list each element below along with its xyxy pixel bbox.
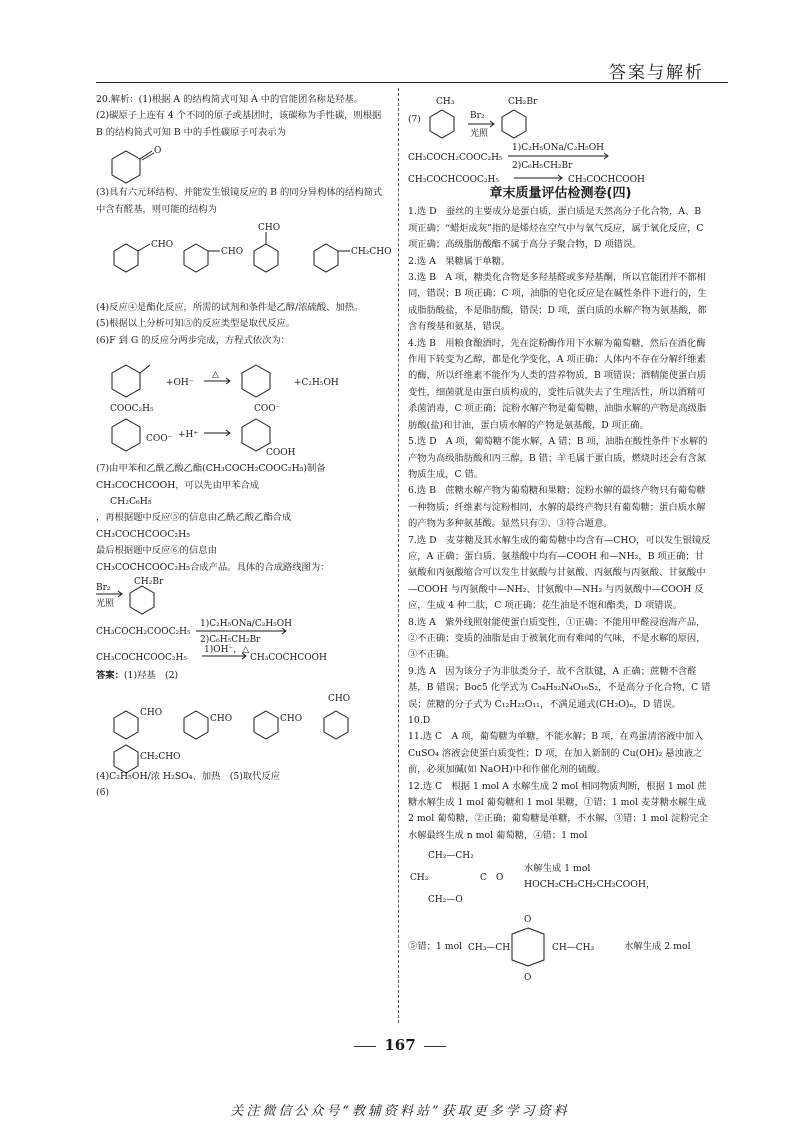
lactide-right: CH—CH₃ [552, 943, 595, 954]
carboxylic-acid-label: COOH [266, 448, 296, 459]
answer-12-d: 水解生成 2 mol [624, 941, 691, 953]
answer-20-p3: (3)具有六元环结构、并能发生银镜反应的 B 的同分异构体的结构简式中含有醛基，则可能的结构为 [96, 187, 383, 215]
answer-20-p7a: (7)由甲苯和乙酰乙酸乙酯(CH₃COCH₂COOC₂H₅)制备 [96, 463, 326, 475]
answer-5: 5.选 D A 项，葡萄糖不能水解，A 错；B 项，油脂在酸性条件下水解的产物为高级脂肪酸和丙三醇，B 错；羊毛属于蛋白质，燃烧时还会有含氮物质生成，C 错。 [408, 436, 708, 480]
lactone-row [408, 844, 713, 910]
answer-6-right: 6.选 B 蔗糖水解产物为葡萄糖和果糖；淀粉水解的最终产物只有葡萄糖一种物质；纤维素与淀粉相同，水解的最终产物只有葡萄糖；蛋白质水解的产物为多种氨基酸。显然只有②、③符合题意。 [408, 485, 706, 530]
answer-12: 12.选 C 根据 1 mol A 水解生成 2 mol 相同物质判断，根据 1 mol 蔗糖水解生成 1 mol 葡萄糖和 1 mol 果糖，①错；1 mol 麦芽糖水解生成 2 mol 葡萄糖，②正确；葡萄糖是单糖，不水解，③错；1 mol 淀粉完全水解最终生成 n mol 葡萄糖，④错；1 mol [408, 780, 709, 841]
answer-12-b: 水解生成 1 mol HOCH₂CH₂CH₂CH₂COOH， [524, 862, 656, 891]
page-dash-left [354, 1046, 376, 1047]
answer-20-p2: (2)碳原子上连有 4 个不同的原子或基团时，该碳称为手性碳，则根据 B 的结构简式可知 B 中的手性碳原子可表示为 [96, 110, 382, 138]
cho-label-3: CHO [258, 223, 281, 234]
right-step1b: 2)C₆H₅CH₂Br [512, 161, 573, 171]
lactide-bottom-o: O [524, 973, 532, 984]
answer-ch2cho: CH₂CHO [140, 751, 181, 762]
cho-label-1: CHO [151, 240, 174, 251]
answer-6: (6) [96, 786, 110, 798]
bromine-reagent: Br₂ [96, 583, 111, 594]
right-bromine: Br₂ [470, 111, 485, 121]
chiral-structure-b [96, 143, 176, 183]
answer-20-p7f: 。具体的合成路线图为： [227, 561, 330, 573]
item-7-label: (7) [408, 115, 421, 125]
column-divider [398, 88, 399, 1023]
lactide-row [408, 910, 713, 984]
lactide-top-o: O [524, 915, 532, 926]
answer-cho-4: CHO [328, 693, 351, 704]
benzyl-subscript: CH₂C₆H₅ [110, 496, 152, 508]
light-condition: 光照 [96, 599, 115, 610]
lactone-top: CH₂—CH₂ [428, 851, 474, 862]
right-benzyl-bromide: CH₂Br [508, 97, 538, 107]
hydroxide-label: +OH⁻ [166, 378, 194, 389]
lactone-left: CH₂ [410, 873, 429, 884]
right-ester: CH₃COCH₂COOC₂H₅ [408, 153, 503, 163]
route-ester: CH₃COCH₂COOC₂H₅ [96, 627, 191, 638]
header-rule [96, 82, 728, 83]
ch2cho-label: CH₂CHO [351, 247, 392, 258]
answer-2: 2.选 A 果糖属于单糖。 [408, 255, 511, 267]
lactide-left: CH₃—CH [468, 943, 511, 954]
header-title: 答案与解析 [609, 63, 704, 83]
isomer-structures [96, 220, 392, 298]
route-step1b: 2)C₆H₅CH₂Br [200, 635, 261, 646]
answer-11: 11.选 C A 项，葡萄糖为单糖，不能水解；B 项，在鸡蛋清溶液中加入 CuSO₄ 溶液会使蛋白质变性；D 项，在加入新制的 Cu(OH)₂ 悬浊液之前，必须加碱(如 NaOH)中和作催化剂的硫酸。 [408, 731, 704, 776]
answer-20-p6: (6)F 到 G 的反应分两步完成，方程式依次为： [96, 334, 290, 346]
answer-20-p7d: 最后根据题中反应⑥的信息由 [96, 545, 217, 557]
ester-substituted-2: CH₃COCHCOOC₂H₅ [96, 561, 190, 573]
page-dash-right [424, 1046, 446, 1047]
answer-3: 3.选 B A 项，糖类化合物是多羟基醛或多羟基酮，所以官能团并不都相同，错误；B 项正确；C 项，油脂的皂化反应是在碱性条件下进行的，生成脂肪酸盐，不是脂肪酸，错误；D 项，蛋白质的水解产物为氨基酸，都含有羧基和氨基，错误。 [408, 272, 707, 333]
right-ester-sub: CH₃COCHCOOC₂H₅ [408, 175, 499, 185]
right-light: 光照 [470, 129, 489, 139]
acid-product: CH₃COCHCOOH [96, 479, 176, 491]
route-acid: CH₃COCHCOOH [250, 653, 327, 664]
answer-cho-3: CHO [280, 713, 303, 724]
answer-20-p4: (4)反应④是酯化反应，所需的试剂和条件是乙醇/浓硫酸、加热。 [96, 302, 364, 314]
page-number [0, 1036, 800, 1054]
answer-20-p7e: 合成产品 [189, 561, 228, 573]
answer-4: 4.选 B 用粮食酿酒时，先在淀粉酶作用下水解为葡萄糖，然后在酒化酶作用下转变为乙醇，都是化学变化，A 项正确；人体内不存在分解纤维素的酶，所以纤维素不能作为人类的营养物质，B 项错误；酒精能使蛋白质变性，细菌就是由蛋白质构成的，变性后就失去了生理活性，所以酒精可杀菌消毒，C 项正确；淀粉水解产物是葡萄糖，油脂水解的产物是高级脂肪酸(盐)和甘油，蛋白质水解的产物是氨基酸，D 项正确。 [408, 337, 707, 431]
right-column [408, 92, 713, 984]
ester-group-label: COOC₂H₅ [110, 404, 154, 415]
lactone-oxygen: O [496, 873, 504, 884]
answer-10: 10.D [408, 715, 431, 726]
proton-label: +H⁺ [178, 430, 199, 441]
answer-8: 8.选 A 紫外线照射能使蛋白质变性，①正确；不能用甲醛浸泡海产品，②不正确；变质的油脂是由于被氧化而有难闻的气味，不是水解的原因，③不正确。 [408, 616, 706, 661]
answer-1: 1.选 D 蚕丝的主要成分是蛋白质，蛋白质是天然高分子化合物，A、B 项正确；“蜡炬成灰”指的是烯烃在空气中与氧气反应，属于氧化反应，C 项正确；高级脂肪酸酯不属于高分子聚合物，D 项错误。 [408, 206, 704, 251]
lactide-structure [468, 912, 618, 982]
ethanol-label: +C₂H₅OH [294, 378, 339, 389]
ketone-o-label: O [154, 146, 162, 157]
route-step1a: 1)C₂H₅ONa/C₂H₅OH [200, 619, 293, 630]
route-step2a: 1)OH⁻，△ [204, 645, 250, 656]
route-ester-sub: CH₃COCHCOOC₂H₅ [96, 653, 187, 664]
synthesis-route-right [408, 94, 708, 184]
synthesis-route-left [96, 578, 386, 666]
answer-structures [96, 687, 386, 767]
answer-cho-1: CHO [140, 707, 163, 718]
benzyl-bromide-label: CH₂Br [134, 577, 164, 588]
toluene-methyl: CH₃ [436, 97, 455, 107]
answer-label: 答案： [96, 670, 124, 682]
right-step1a: 1)C₂H₅ONa/C₂H₅OH [512, 143, 605, 153]
answer-20-p5: (5)根据以上分析可知⑤的反应类型是取代反应。 [96, 318, 296, 330]
answer-20-p1: 20.解析：(1)根据 A 的结构简式可知 A 中的官能团名称是羟基。 [96, 94, 364, 105]
reaction-hydrolysis [96, 351, 386, 459]
carboxylate-label: COO⁻ [254, 404, 281, 415]
lactone-carbon: C [480, 873, 487, 884]
cho-label-2: CHO [221, 247, 244, 258]
answer-12-c: ⑤错；1 mol [408, 941, 463, 953]
page-number-text: 167 [384, 1036, 416, 1054]
ester-substituted: CH₃COCHCOOC₂H₅ [96, 528, 190, 540]
carboxylate-label-2: COO⁻ [146, 434, 173, 445]
right-acid: CH₃COCHCOOH [568, 175, 645, 185]
lactone-structure [408, 846, 518, 908]
section-title: 章末质量评估检测卷(四) [489, 186, 632, 201]
answer-7: 7.选 D 麦芽糖及其水解生成的葡萄糖中均含有—CHO，可以发生银镜反应，A 正确；蛋白质、氨基酸中均有—COOH 和—NH₂，B 项正确；甘氨酸和丙氨酸缩合可以发生甘氨酸与甘氨酸、丙氨酸与丙氨酸、甘氨酸中—COOH 与丙氨酸中—NH₂、甘氨酸中—NH₂ 与丙氨酸中—COOH 反应，生成 4 种二肽，C 项正确；花生油是不饱和酯类，D 项错误。 [408, 534, 711, 612]
lactone-bottom: CH₂—O [428, 895, 463, 906]
answer-9: 9.选 A 因为该分子为非肽类分子，故不含肽键，A 正确；蔗糖不含醛基，B 错误；Boc5 化学式为 C₅₄H₅₂N₄O₁₆S₂，不是高分子化合物，C 错误；蔗糖的分子式为 C₁₂H₂₂O₁₁，不满足通式(CH₂O)ₙ，D 错误。 [408, 665, 711, 710]
answer-1: (1)羟基 (2) [123, 670, 179, 682]
answer-20-p7b: ，可以先由甲苯合成 [175, 479, 260, 491]
answer-20-p7c: ，再根据题中反应⑤的信息由乙酰乙酸乙酯合成 [96, 512, 292, 524]
delta-label: △ [212, 370, 219, 381]
left-column [96, 92, 392, 801]
answer-cho-2: CHO [210, 713, 233, 724]
answer-4-5: (4)C₂H₅OH/浓 H₂SO₄、加热 (5)取代反应 [96, 770, 281, 782]
footer-watermark: 关注微信公众号“教辅资料站”获取更多学习资料 [230, 1104, 570, 1119]
